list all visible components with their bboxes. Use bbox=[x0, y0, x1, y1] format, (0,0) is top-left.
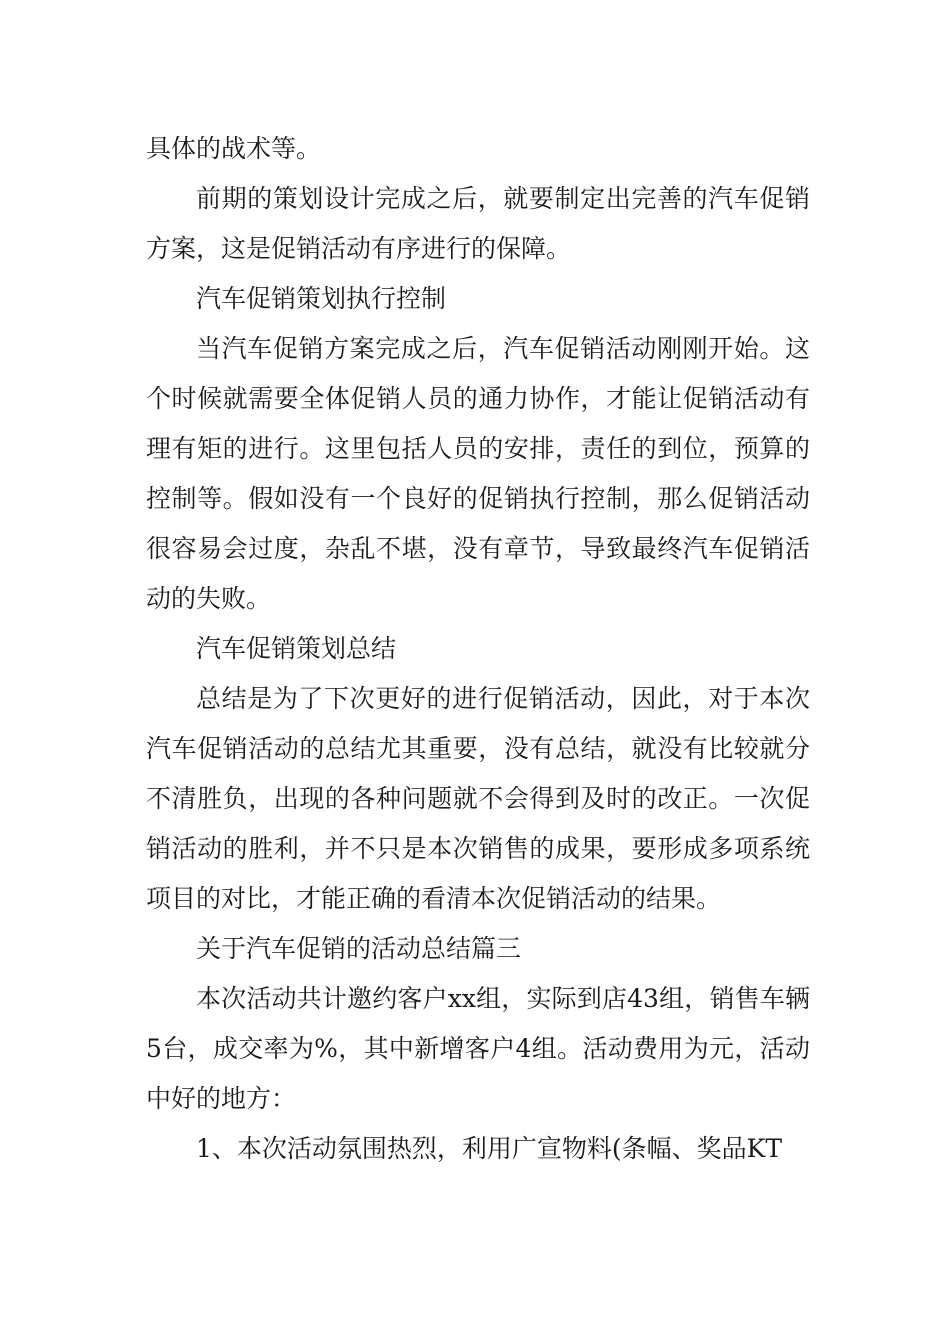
paragraph-continuation: 具体的战术等。 bbox=[146, 134, 322, 163]
paragraph-execution-control: 当汽车促销方案完成之后，汽车促销活动刚刚开始。这个时候就需要全体促销人员的通力协作，才能让促销活动有理有矩的进行。这里包括人员的安排，责任的到位，预算的控制等。假如没有一个良好的促销执行控制，那么促销活动很容易会过度，杂乱不堪，没有章节，导致最终汽车促销活动的失败。 bbox=[146, 334, 810, 613]
section-heading-summary: 汽车促销策划总结 bbox=[196, 634, 397, 663]
document-body bbox=[146, 124, 810, 1174]
section-heading-part-three: 关于汽车促销的活动总结篇三 bbox=[196, 934, 522, 963]
paragraph-planning-design: 前期的策划设计完成之后，就要制定出完善的汽车促销方案，这是促销活动有序进行的保障。 bbox=[146, 184, 810, 263]
paragraph-summary: 总结是为了下次更好的进行促销活动，因此，对于本次汽车促销活动的总结尤其重要，没有总结，就没有比较就分不清胜负，出现的各种问题就不会得到及时的改正。一次促销活动的胜利，并不只是本次销售的成果，要形成多项系统项目的对比，才能正确的看清本次促销活动的结果。 bbox=[146, 684, 810, 913]
paragraph-activity-stats: 本次活动共计邀约客户xx组，实际到店43组，销售车辆5台，成交率为%，其中新增客户4组。活动费用为元，活动中好的地方： bbox=[146, 984, 810, 1113]
paragraph-list-item-1: 1、本次活动氛围热烈，利用广宣物料(条幅、奖品KT bbox=[196, 1134, 783, 1163]
section-heading-execution-control: 汽车促销策划执行控制 bbox=[196, 284, 447, 313]
